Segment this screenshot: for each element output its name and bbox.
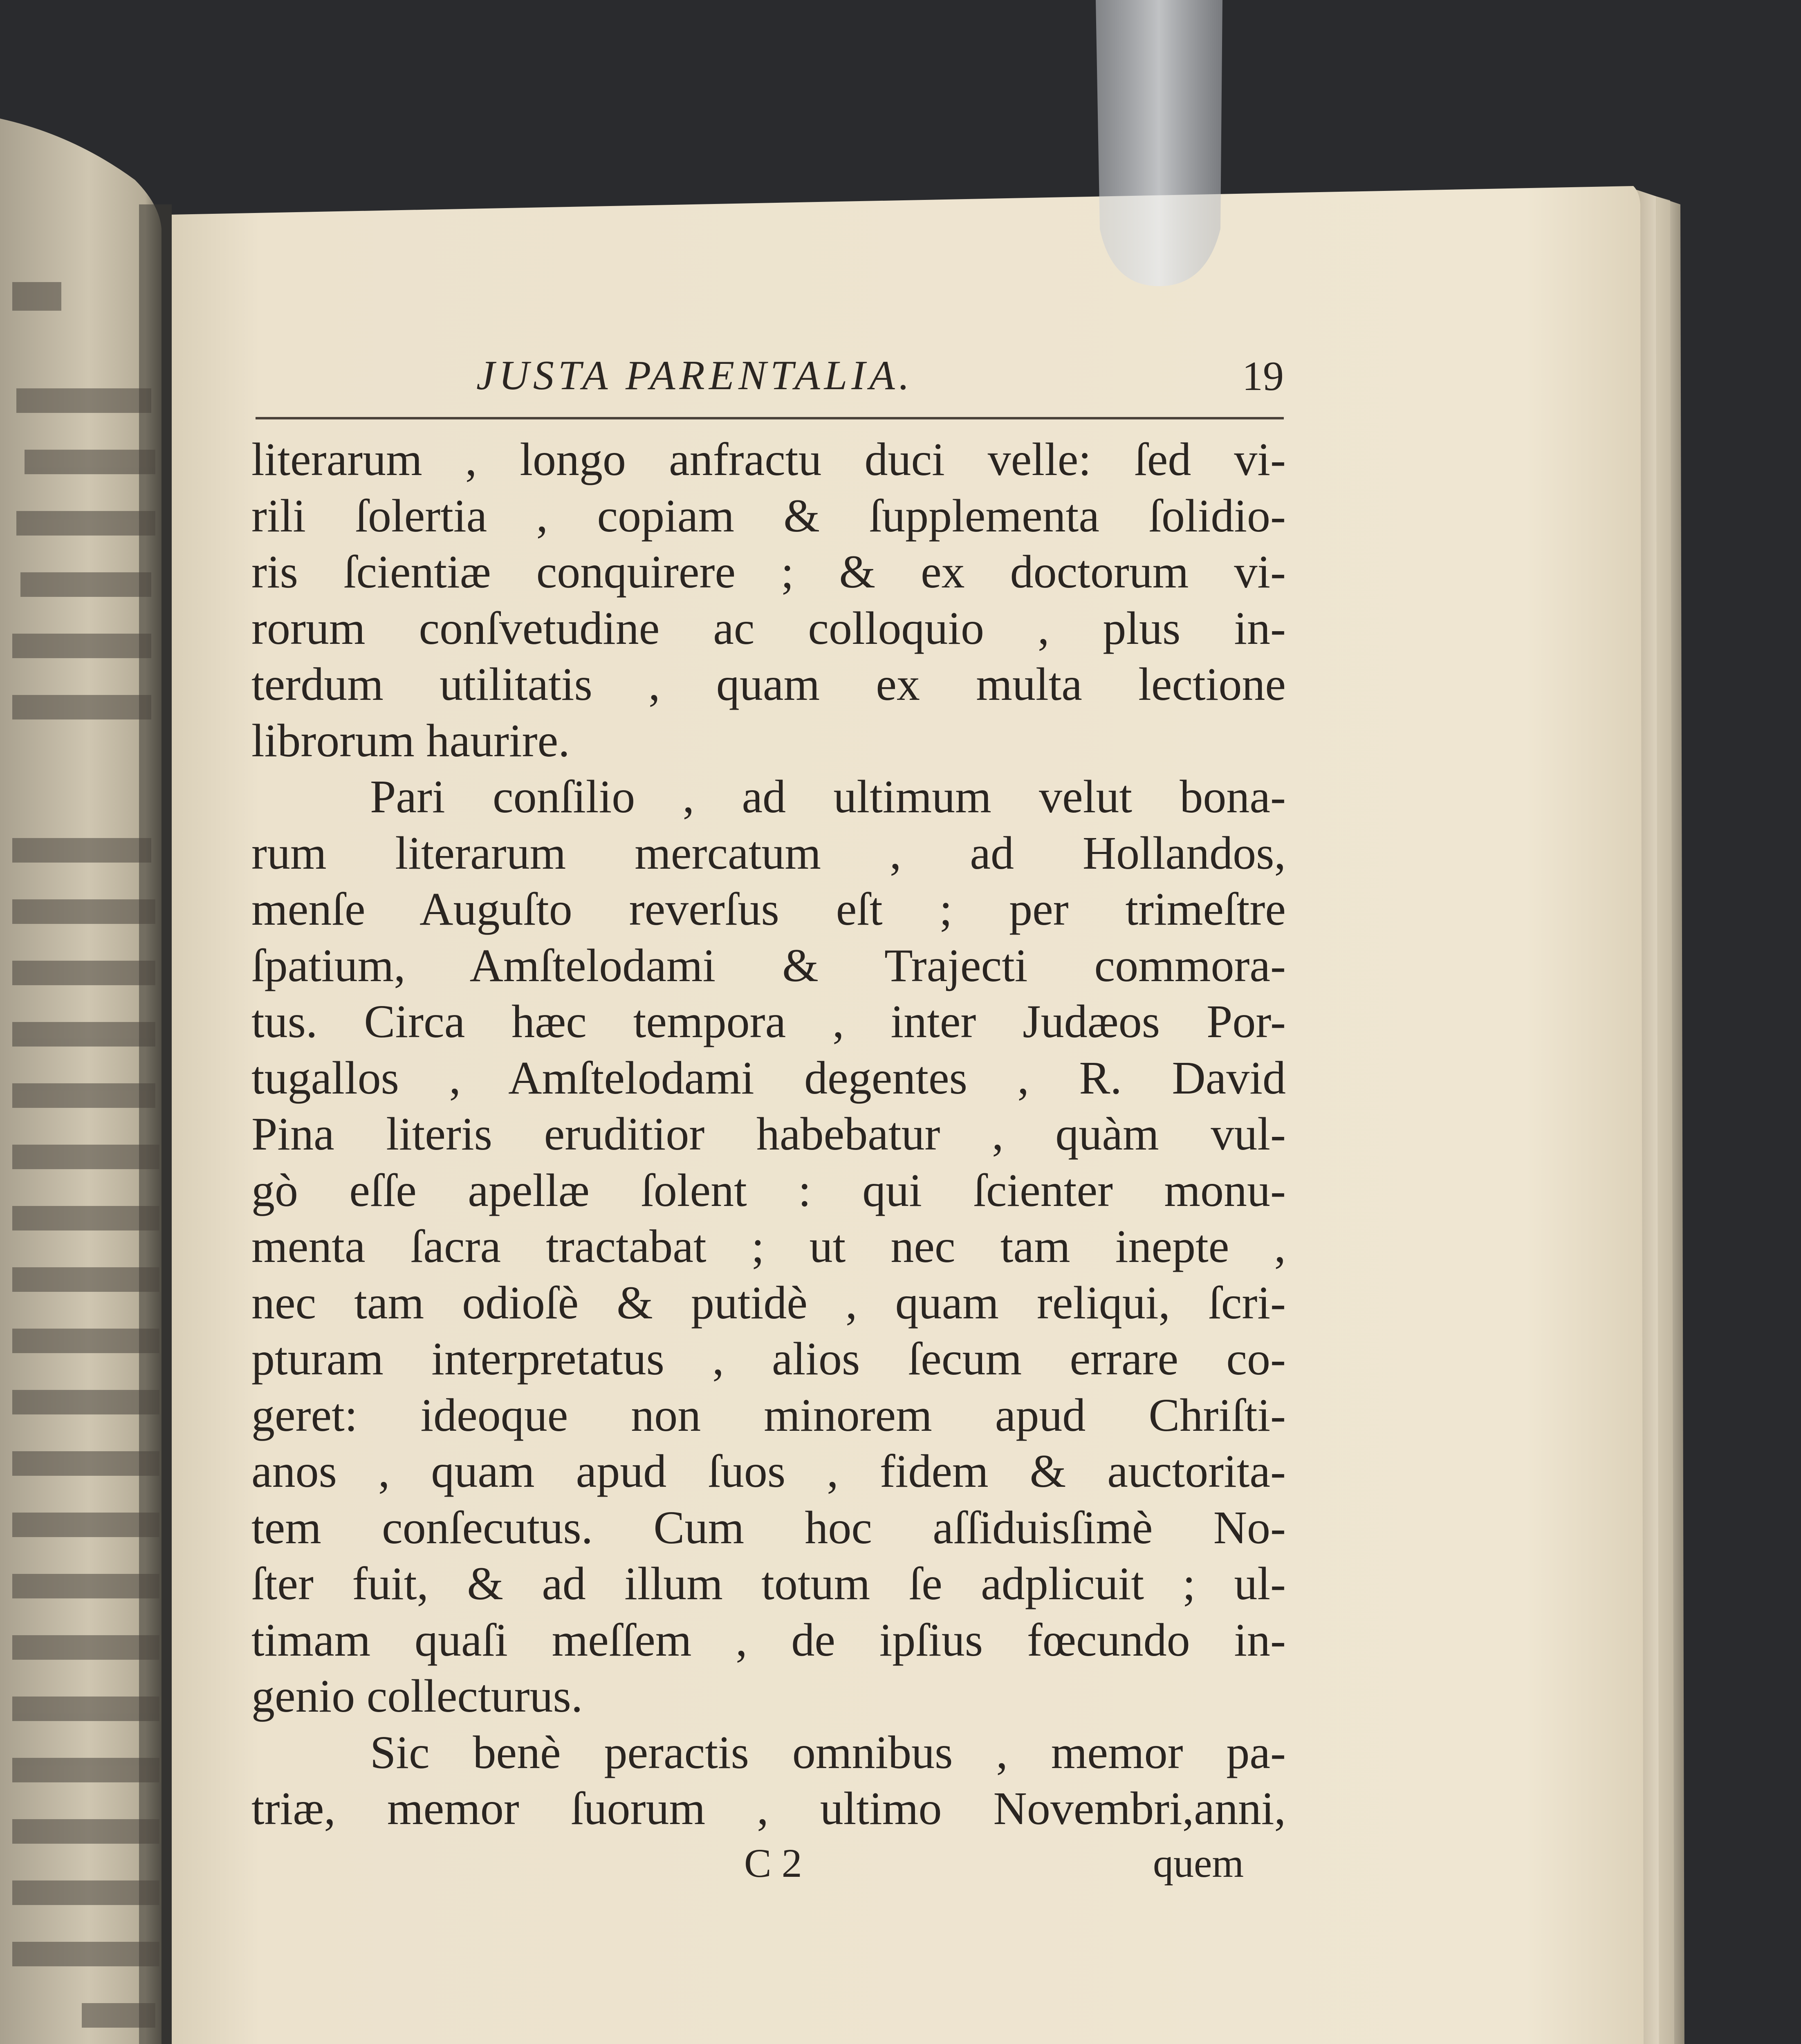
text-line: gò eſſe apellæ ſolent : qui ſcienter monu- [251, 1164, 1286, 1216]
text-line: geret: ideoque non minorem apud Chriſti- [251, 1389, 1286, 1441]
signature-mark: C 2 [744, 1840, 802, 1886]
text-line: anos , quam apud ſuos , fidem & auctorita- [251, 1445, 1286, 1497]
body-text [251, 431, 1286, 1837]
text-line: ſter fuit, & ad illum totum ſe adplicuit ; ul- [251, 1558, 1286, 1609]
text-line: rorum conſvetudine ac colloquio , plus in- [251, 602, 1286, 654]
glass-weight-top [1096, 0, 1222, 286]
running-head: JUSTA PARENTALIA. [476, 352, 914, 399]
text-line: rili ſolertia , copiam & ſupplementa ſolidio- [251, 489, 1286, 542]
text-line: nec tam odioſè & putidè , quam reliqui, ſcri- [251, 1276, 1286, 1329]
text-line: ſpatium, Amſtelodami & Trajecti commora- [251, 939, 1286, 991]
text-line: Sic benè peractis omnibus , memor pa- [370, 1726, 1286, 1778]
header-rule [256, 417, 1284, 419]
page-header [256, 352, 1304, 413]
text-line: tugallos , Amſtelodami degentes , R. David [251, 1051, 1286, 1104]
text-line: librorum haurire. [251, 714, 570, 766]
page-number: 19 [1242, 353, 1284, 399]
text-line: tem conſecutus. Cum hoc aſſiduisſimè No- [251, 1501, 1286, 1553]
text-line: menſe Auguſto reverſus eſt ; per trimeſtre [251, 883, 1286, 935]
text-line: triæ, memor ſuorum , ultimo Novembri,anni, [251, 1782, 1286, 1834]
text-line: Pina literis eruditior habebatur , quàm vul- [251, 1108, 1286, 1160]
catchword: quem [1153, 1840, 1244, 1886]
text-line: rum literarum mercatum , ad Hollandos, [251, 827, 1286, 879]
text-line: tus. Circa hæc tempora , inter Judæos Por- [251, 995, 1286, 1047]
text-line: genio collecturus. [251, 1670, 583, 1722]
text-line: pturam interpretatus , alios ſecum errare co- [251, 1333, 1286, 1385]
text-line: Pari conſilio , ad ultimum velut bona- [370, 771, 1286, 823]
text-line: menta ſacra tractabat ; ut nec tam inepte , [251, 1220, 1286, 1272]
text-line: literarum , longo anfractu duci velle: ſed vi- [251, 433, 1286, 485]
text-line: timam quaſi meſſem , de ipſius fœcundo in- [251, 1614, 1286, 1666]
text-line: terdum utilitatis , quam ex multa lectione [251, 658, 1286, 710]
text-line: ris ſcientiæ conquirere ; & ex doctorum vi- [251, 546, 1286, 598]
